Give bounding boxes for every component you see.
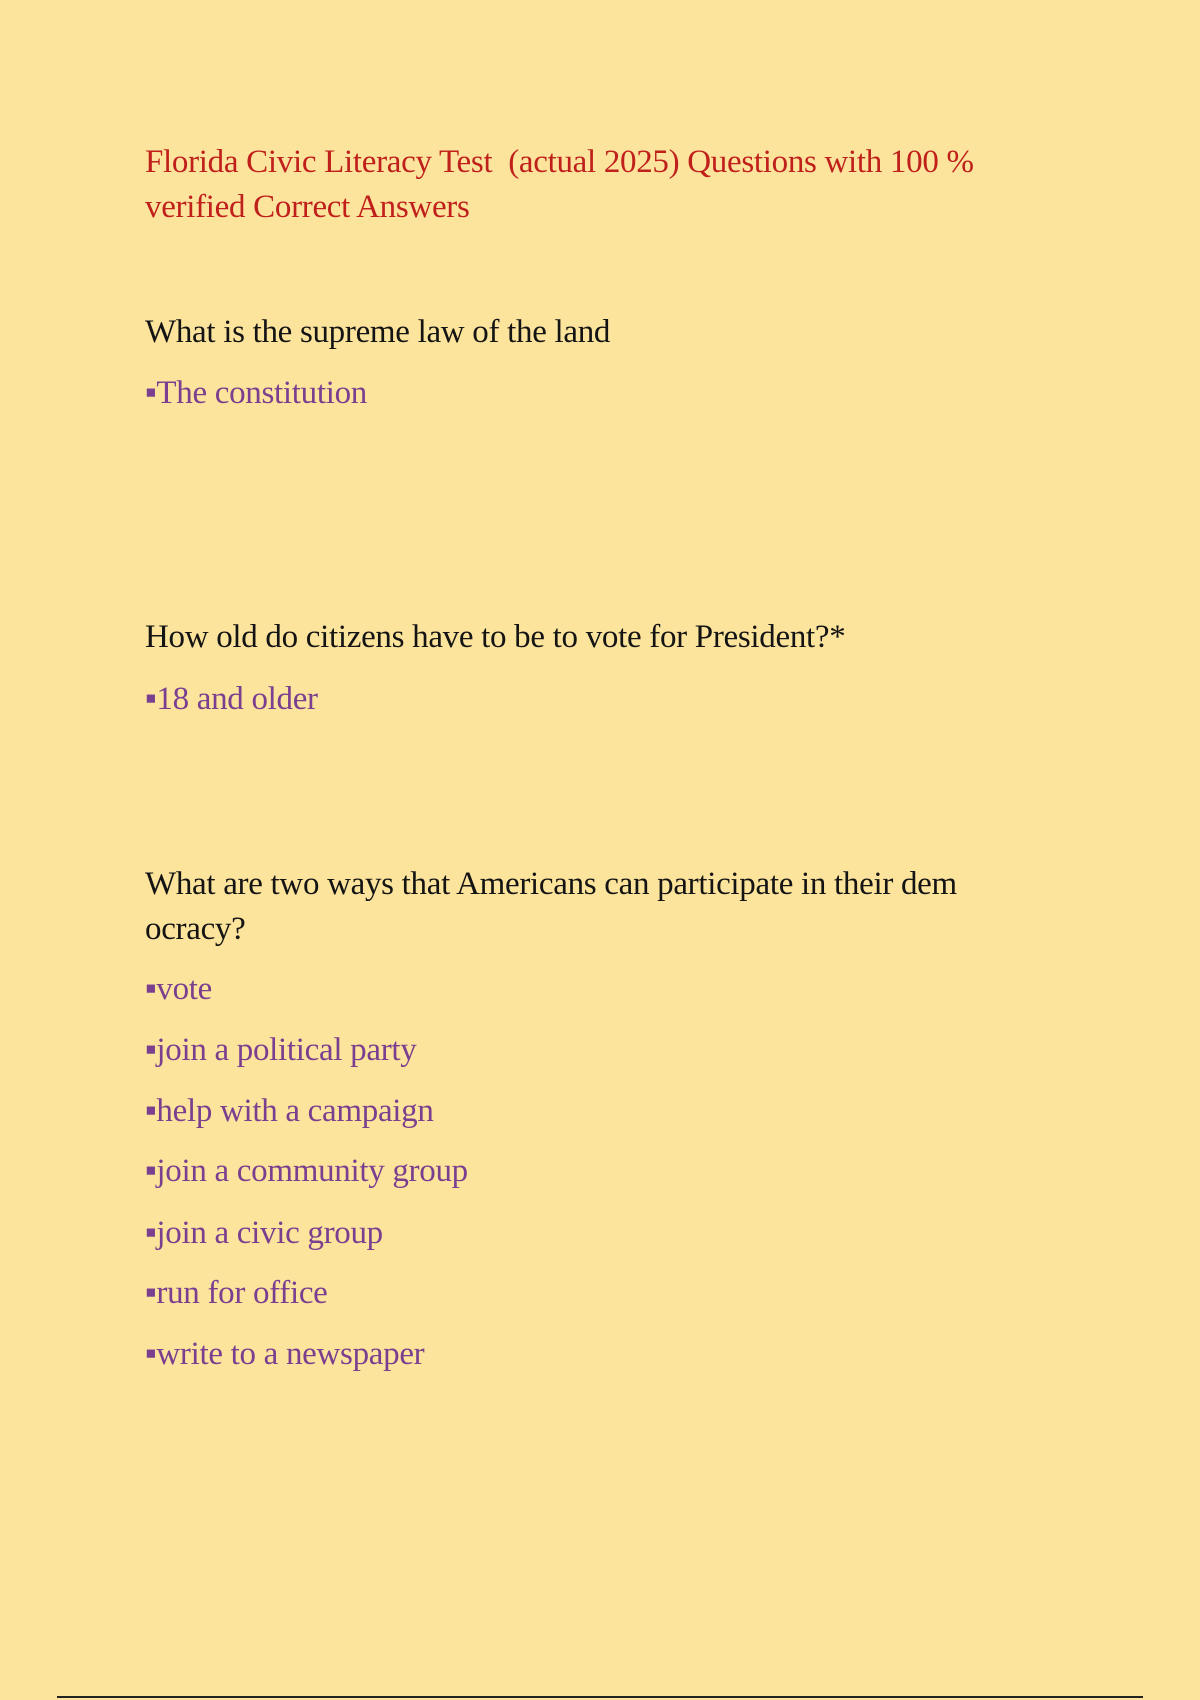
answer-3-6: ▪run for office [145, 1275, 328, 1311]
answer-3-2: ▪join a political party [145, 1032, 417, 1068]
answer-1-1: ▪The constitution [145, 375, 367, 411]
answer-2-1: ▪18 and older [145, 681, 318, 717]
page-bottom-rule [57, 1696, 1143, 1698]
document-title: Florida Civic Literacy Test (actual 2025) Questions with 100 % verified Correct Answers [145, 144, 982, 225]
question-2: How old do citizens have to be to vote for President?* [145, 619, 846, 655]
answer-3-5: ▪join a civic group [145, 1215, 383, 1251]
answer-3-1: ▪vote [145, 971, 213, 1007]
question-1: What is the supreme law of the land [145, 314, 611, 350]
answer-3-7: ▪write to a newspaper [145, 1336, 425, 1372]
question-3: What are two ways that Americans can participate in their dem ocracy? [145, 866, 957, 947]
answer-3-3: ▪help with a campaign [145, 1093, 434, 1129]
answer-3-4: ▪join a community group [145, 1153, 468, 1189]
